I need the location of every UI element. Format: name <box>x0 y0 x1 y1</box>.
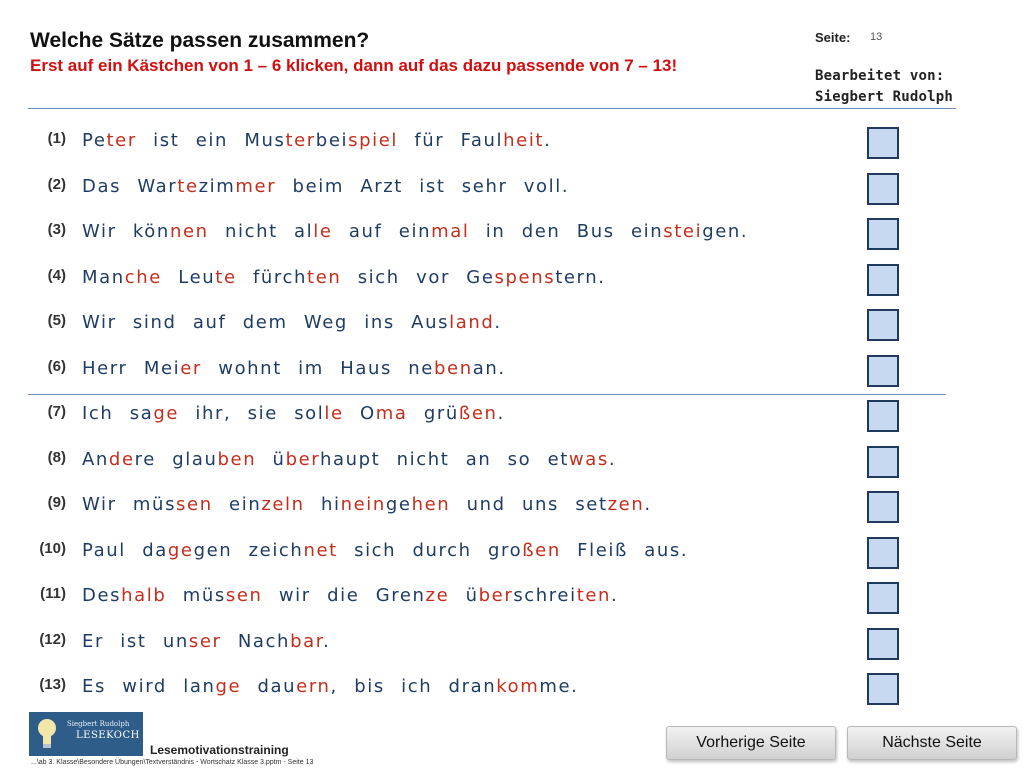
highlighted-syllable: ter <box>285 130 316 151</box>
highlighted-syllable: er <box>180 358 202 379</box>
sentence-text <box>82 176 569 197</box>
highlighted-syllable: nein <box>340 494 386 515</box>
highlighted-syllable: stei <box>663 221 703 242</box>
sentence-fragment: fürch <box>236 267 308 288</box>
highlighted-syllable: ter <box>106 130 137 151</box>
highlighted-syllable: ten <box>576 585 612 606</box>
sentence-fragment: . <box>494 312 502 333</box>
sentence-fragment: auf ein <box>332 221 432 242</box>
sentence-fragment: grü <box>407 403 459 424</box>
sentence-fragment: me. <box>539 676 579 697</box>
sentence-fragment: . <box>497 403 505 424</box>
sentence-number: (2) <box>47 176 66 193</box>
sentence-text <box>82 449 616 470</box>
highlighted-syllable: ben <box>434 358 473 379</box>
sentence-text <box>82 631 330 652</box>
sentence-fragment: O <box>343 403 376 424</box>
sentence-text <box>82 267 606 288</box>
sentence-text <box>82 312 502 333</box>
sentence-fragment: gen zeich <box>193 540 304 561</box>
highlighted-syllable: ber <box>478 585 514 606</box>
sentence-text <box>82 676 579 697</box>
highlighted-syllable: sen <box>225 585 263 606</box>
sentence-fragment: Das War <box>82 176 178 197</box>
answer-box[interactable] <box>867 264 899 296</box>
logo-brand-text: LESEKOCH <box>76 730 140 741</box>
sentence-number: (8) <box>47 449 66 466</box>
lightbulb-icon <box>36 716 58 752</box>
sentence-fragment: Leu <box>161 267 216 288</box>
highlighted-syllable: le <box>313 221 333 242</box>
highlighted-syllable: kom <box>496 676 540 697</box>
sentence-fragment: schrei <box>513 585 577 606</box>
sentence-fragment: Pe <box>82 130 107 151</box>
highlighted-syllable: de <box>108 449 135 470</box>
sentence-text <box>82 585 618 606</box>
sentence-number: (10) <box>39 540 66 557</box>
sentence-fragment: wir die Gren <box>262 585 426 606</box>
answer-box[interactable] <box>867 355 899 387</box>
highlighted-syllable: ze <box>425 585 450 606</box>
answer-box[interactable] <box>867 446 899 478</box>
sentence-fragment: . <box>323 631 331 652</box>
answer-box[interactable] <box>867 400 899 432</box>
highlighted-syllable: ser <box>188 631 222 652</box>
sentence-fragment: für Faul <box>398 130 504 151</box>
sentence-text <box>82 358 506 379</box>
sentence-number: (13) <box>39 676 66 693</box>
highlighted-syllable: che <box>124 267 162 288</box>
answer-box[interactable] <box>867 582 899 614</box>
sentence-fragment: Wir sind auf dem Weg ins Aus <box>82 312 450 333</box>
logo-author-text: Siegbert Rudolph <box>67 720 130 728</box>
highlighted-syllable: net <box>303 540 338 561</box>
highlighted-syllable: ßen <box>458 403 498 424</box>
sentence-fragment: Er ist un <box>82 631 189 652</box>
sentence-fragment: wohnt im Haus ne <box>201 358 434 379</box>
highlighted-syllable: spens <box>494 267 556 288</box>
sentence-fragment: Wir kön <box>82 221 170 242</box>
sentence-fragment: bei <box>315 130 349 151</box>
sentence-fragment: haupt nicht an so et <box>319 449 569 470</box>
footer-title: Lesemotivationstraining <box>150 743 289 757</box>
highlighted-syllable: zeln <box>261 494 305 515</box>
sentence-fragment: ü <box>256 449 286 470</box>
highlighted-syllable: halb <box>121 585 167 606</box>
page-title: Welche Sätze passen zusammen? <box>30 29 370 52</box>
sentence-fragment: ü <box>449 585 479 606</box>
sentence-fragment: Wir müs <box>82 494 177 515</box>
highlighted-syllable: ben <box>217 449 257 470</box>
sentence-fragment: , bis ich dran <box>330 676 497 697</box>
sentence-fragment: . <box>608 449 617 470</box>
next-page-button[interactable]: Nächste Seite <box>847 726 1017 760</box>
author-name: Siegbert Rudolph <box>815 89 954 105</box>
highlighted-syllable: land <box>449 312 495 333</box>
highlighted-syllable: heit <box>503 130 545 151</box>
highlighted-syllable: hen <box>411 494 451 515</box>
sentence-number: (3) <box>47 221 66 238</box>
sentence-fragment: ge <box>385 494 412 515</box>
highlighted-syllable: nen <box>169 221 209 242</box>
sentence-fragment: Ich sa <box>82 403 154 424</box>
instruction-text: Erst auf ein Kästchen von 1 – 6 klicken, dann auf das dazu passende von 7 – 13! <box>30 56 678 75</box>
header-divider <box>28 108 956 109</box>
answer-box[interactable] <box>867 673 899 705</box>
highlighted-syllable: te <box>177 176 199 197</box>
highlighted-syllable: spiel <box>348 130 398 151</box>
highlighted-syllable: ge <box>153 403 180 424</box>
highlighted-syllable: ern <box>296 676 331 697</box>
highlighted-syllable: ge <box>215 676 242 697</box>
sentence-fragment: . <box>544 130 552 151</box>
answer-box[interactable] <box>867 127 899 159</box>
page-label: Seite: <box>815 30 851 45</box>
sentence-number: (11) <box>40 585 66 602</box>
highlighted-syllable: le <box>324 403 344 424</box>
sentence-number: (12) <box>39 631 66 648</box>
sentence-fragment: Man <box>82 267 125 288</box>
logo <box>29 712 143 756</box>
highlighted-syllable: ten <box>307 267 342 288</box>
sentence-number: (9) <box>47 494 66 511</box>
highlighted-syllable: was <box>568 449 609 470</box>
sentence-fragment: und uns set <box>450 494 608 515</box>
highlighted-syllable: mal <box>431 221 470 242</box>
sentence-fragment: ihr, sie sol <box>179 403 325 424</box>
sentence-text <box>82 540 688 561</box>
sentence-fragment: an. <box>472 358 506 379</box>
sentence-fragment: zim <box>198 176 236 197</box>
sentence-fragment: An <box>82 449 109 470</box>
highlighted-syllable: ßen <box>522 540 561 561</box>
sentence-text <box>82 403 505 424</box>
sentence-fragment: . <box>611 585 619 606</box>
highlighted-syllable: bar <box>290 631 324 652</box>
highlighted-syllable: ber <box>285 449 320 470</box>
answer-box[interactable] <box>867 309 899 341</box>
highlighted-syllable: ge <box>167 540 194 561</box>
sentence-fragment: Nach <box>221 631 291 652</box>
answer-box[interactable] <box>867 491 899 523</box>
sentence-text <box>82 221 748 242</box>
sentence-fragment: ist ein Mus <box>136 130 286 151</box>
sentence-fragment: Fleiß aus. <box>560 540 689 561</box>
sentence-number: (5) <box>47 312 66 329</box>
answer-box[interactable] <box>867 173 899 205</box>
sentence-fragment: sich vor Ge <box>341 267 495 288</box>
author-label: Bearbeitet von: <box>815 68 945 84</box>
sentence-fragment: in den Bus ein <box>469 221 664 242</box>
highlighted-syllable: mer <box>235 176 277 197</box>
sentence-number: (1) <box>47 130 66 147</box>
sentence-fragment: gen. <box>702 221 749 242</box>
highlighted-syllable: te <box>215 267 237 288</box>
answer-box[interactable] <box>867 218 899 250</box>
sentence-fragment: dau <box>241 676 297 697</box>
sentence-fragment: ein <box>212 494 262 515</box>
sentence-fragment: hi <box>304 494 341 515</box>
sentence-fragment: . <box>644 494 652 515</box>
highlighted-syllable: zen <box>607 494 645 515</box>
sentence-fragment: müs <box>166 585 226 606</box>
previous-page-button[interactable]: Vorherige Seite <box>666 726 836 760</box>
sentence-fragment: Es wird lan <box>82 676 216 697</box>
sentence-fragment: Herr Mei <box>82 358 181 379</box>
sentence-number: (6) <box>47 358 66 375</box>
group-divider <box>28 394 946 395</box>
sentence-fragment: Paul da <box>82 540 168 561</box>
sentence-text <box>82 494 652 515</box>
sentence-number: (7) <box>47 403 66 420</box>
highlighted-syllable: sen <box>176 494 213 515</box>
sentence-fragment: tern. <box>555 267 606 288</box>
sentence-fragment: sich durch gro <box>337 540 523 561</box>
sentence-fragment: nicht al <box>208 221 314 242</box>
sentence-fragment: re glau <box>134 449 218 470</box>
answer-box[interactable] <box>867 628 899 660</box>
sentence-number: (4) <box>47 267 66 284</box>
highlighted-syllable: ma <box>375 403 408 424</box>
answer-box[interactable] <box>867 537 899 569</box>
footer-path: ...\ab 3. Klasse\Besondere Übungen\Textverständnis - Wortschatz Klasse 3.pptm - Seite 13 <box>31 759 314 766</box>
sentence-fragment: beim Arzt ist sehr voll. <box>276 176 570 197</box>
sentence-text <box>82 130 551 151</box>
sentence-fragment: Des <box>82 585 122 606</box>
page-number: 13 <box>870 31 883 43</box>
